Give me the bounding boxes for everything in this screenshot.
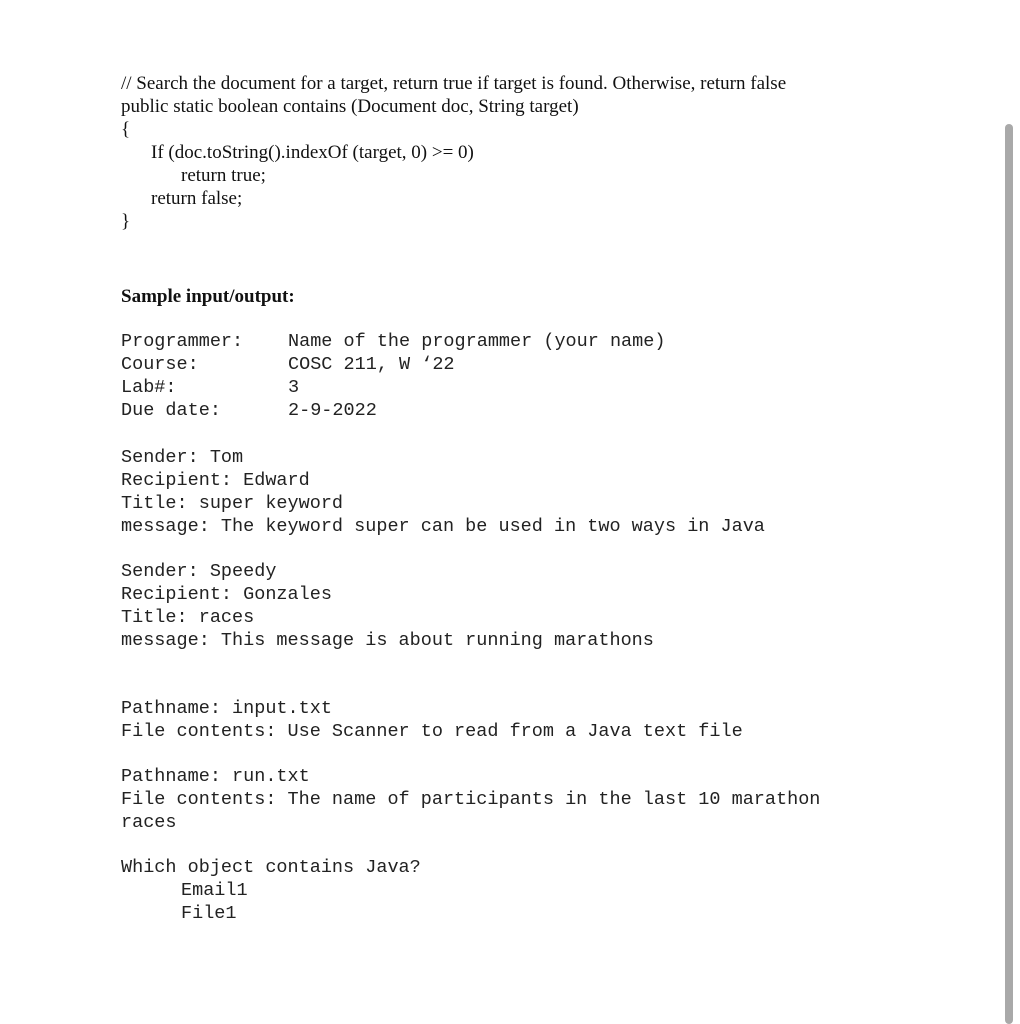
code-comment: // Search the document for a target, return true if target is found. Otherwise, return false (121, 73, 787, 94)
header-label-programmer: Programmer: (121, 331, 244, 352)
header-label-due-date: Due date: (121, 400, 221, 421)
header-value-lab: 3 (288, 377, 300, 398)
file1-pathname: Pathname: input.txt (121, 698, 332, 719)
close-brace: } (121, 211, 131, 232)
answer-email1: Email1 (181, 880, 248, 901)
return-false-statement: return false; (151, 188, 243, 209)
sample-heading: Sample input/output: (121, 286, 295, 307)
file2-contents: File contents: The name of participants in the last 10 marathon (121, 789, 821, 810)
email2-recipient: Recipient: Gonzales (121, 584, 332, 605)
if-statement: If (doc.toString().indexOf (target, 0) >= 0) (151, 142, 474, 163)
header-value-programmer: Name of the programmer (your name) (288, 331, 666, 352)
email1-title: Title: super keyword (121, 493, 344, 514)
file1-contents: File contents: Use Scanner to read from a Java text file (121, 721, 743, 742)
answer-file1: File1 (181, 903, 237, 924)
vertical-scrollbar[interactable] (1005, 124, 1013, 1024)
question-prompt: Which object contains Java? (121, 857, 421, 878)
email2-message: message: This message is about running marathons (121, 630, 654, 651)
file2-pathname: Pathname: run.txt (121, 766, 310, 787)
file2-contents-continued: races (121, 812, 177, 833)
header-label-course: Course: (121, 354, 199, 375)
email1-recipient: Recipient: Edward (121, 470, 310, 491)
header-label-lab: Lab#: (121, 377, 177, 398)
header-value-course: COSC 211, W ‘22 (288, 354, 455, 375)
email2-sender: Sender: Speedy (121, 561, 277, 582)
email2-title: Title: races (121, 607, 255, 628)
return-true-statement: return true; (181, 165, 266, 186)
open-brace: { (121, 119, 131, 140)
header-value-due-date: 2-9-2022 (288, 400, 377, 421)
email1-sender: Sender: Tom (121, 447, 244, 468)
email1-message: message: The keyword super can be used in two ways in Java (121, 516, 765, 537)
method-signature: public static boolean contains (Document doc, String target) (121, 96, 579, 117)
